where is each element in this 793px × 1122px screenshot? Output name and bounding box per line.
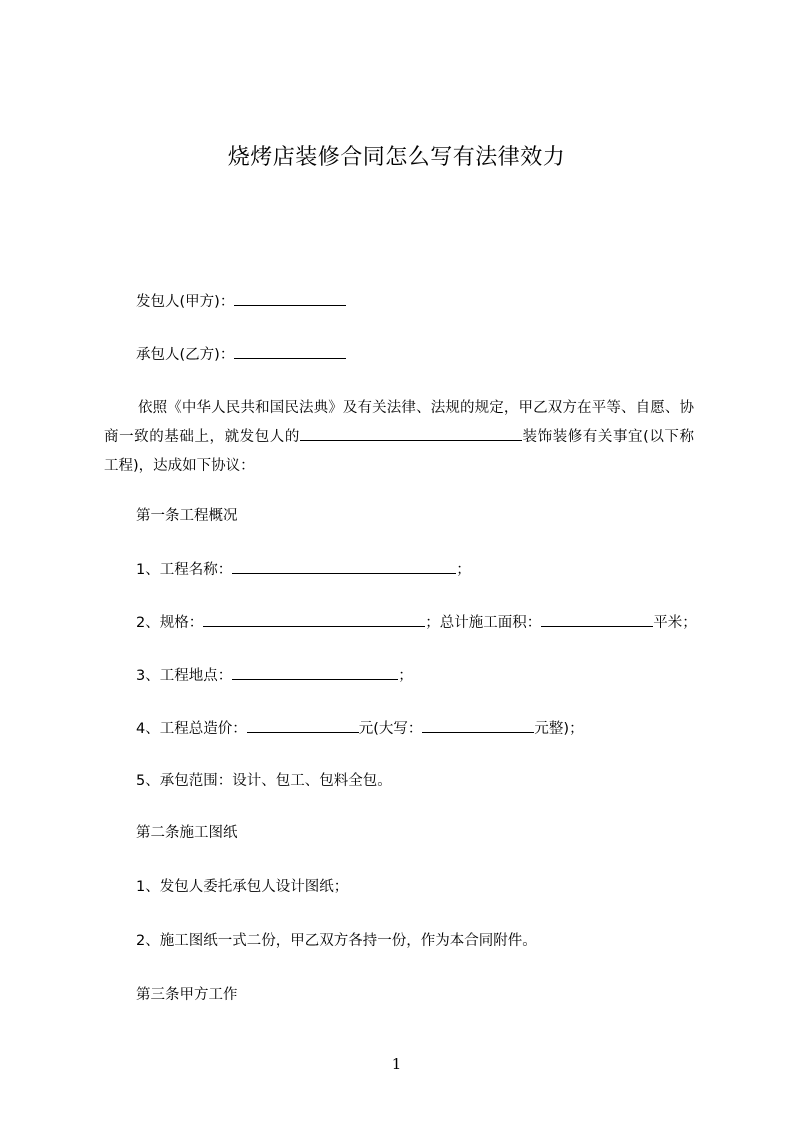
item-1-1-label: 1、工程名称： xyxy=(136,562,233,578)
item-2-1: 1、发包人委托承包人设计图纸； xyxy=(136,879,349,895)
item-1-3-end: ； xyxy=(398,668,413,684)
item-1-1-end: ； xyxy=(456,562,471,578)
item-1-4-mid: 元(大写： xyxy=(358,721,423,737)
item-1-3-label: 3、工程地点： xyxy=(136,668,233,684)
item-2-2: 2、施工图纸一式二份，甲乙双方各持一份，作为本合同附件。 xyxy=(136,933,537,949)
item-1-2-end: 平米； xyxy=(653,615,697,631)
article1-heading: 第一条工程概况 xyxy=(136,508,238,524)
party-b-line xyxy=(136,344,346,365)
article3-heading: 第三条甲方工作 xyxy=(136,987,238,1003)
item-1-4-blank-b xyxy=(422,718,534,733)
party-b-blank xyxy=(234,344,346,359)
intro-paragraph xyxy=(104,394,694,481)
item-1-4-end: 元整)； xyxy=(534,721,584,737)
item-1-3 xyxy=(136,665,413,686)
item-1-2-mid: ；总计施工面积： xyxy=(425,615,542,631)
intro-blank xyxy=(300,426,522,441)
item-1-2 xyxy=(136,612,697,633)
party-b-label: 承包人(乙方)： xyxy=(136,347,235,363)
item-1-1-blank xyxy=(232,559,456,574)
item-1-4 xyxy=(136,718,584,739)
item-1-5: 5、承包范围：设计、包工、包料全包。 xyxy=(136,773,392,789)
intro-text-part2: 装饰装修有关事宜(以下称工程)，达成如下协议： xyxy=(104,429,695,474)
intro-text-part1: 依照《中华人民共和国民法典》及有关法律、法规的规定，甲乙双方在平等、自愿、协商一致的基础上，就发包人的 xyxy=(104,400,694,445)
party-a-label: 发包人(甲方)： xyxy=(136,294,235,310)
party-a-blank xyxy=(234,291,346,306)
item-1-3-blank xyxy=(232,665,398,680)
item-1-1 xyxy=(136,559,471,580)
item-1-2-label: 2、规格： xyxy=(136,615,204,631)
item-1-4-blank-a xyxy=(247,718,359,733)
item-1-2-blank-a xyxy=(203,612,425,627)
party-a-line xyxy=(136,291,346,312)
document-title: 烧烤店装修合同怎么写有法律效力 xyxy=(227,145,566,170)
article2-heading: 第二条施工图纸 xyxy=(136,825,238,841)
item-1-2-blank-b xyxy=(541,612,653,627)
page-number: 1 xyxy=(391,1055,402,1073)
item-1-4-label: 4、工程总造价： xyxy=(136,721,247,737)
